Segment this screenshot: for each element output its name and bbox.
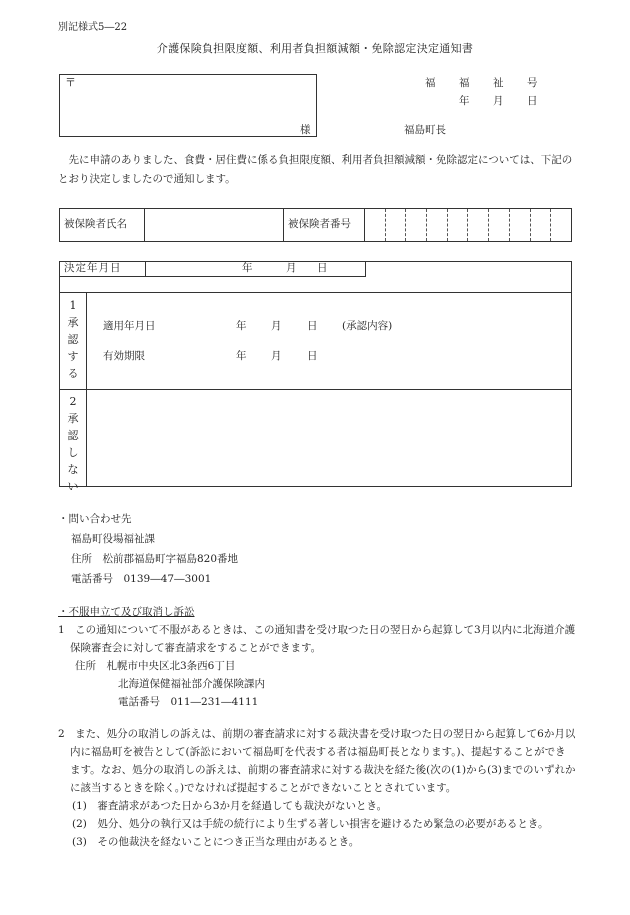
approval-content-label: (承認内容) — [342, 320, 393, 332]
insured-number-digit[interactable] — [365, 209, 386, 242]
insured-number-digit[interactable] — [551, 209, 572, 242]
valid-month: 月 — [271, 350, 282, 362]
insured-number-digit[interactable] — [385, 209, 406, 242]
valid-day: 日 — [307, 350, 318, 362]
insured-number-digit[interactable] — [427, 209, 448, 242]
insured-number-digit[interactable] — [468, 209, 489, 242]
decision-section — [59, 261, 572, 487]
issue-date-char: 月 — [493, 94, 504, 107]
appeal-section — [58, 603, 576, 851]
exception-item: (3) その他裁決を経ないことにつき正当な理由があるとき。 — [72, 836, 360, 848]
issuer-char: 福 — [459, 77, 470, 89]
insured-name-label: 被保険者氏名 — [60, 209, 145, 242]
review-board-dept: 北海道保健福祉部介護保険課内 — [118, 678, 265, 690]
appeal-heading: ・不服申立て及び取消し訴訟 — [58, 606, 195, 618]
exception-item: (2) 処分、処分の執行又は手続の続行により生ずる著しい損害を避けるため緊急の必要があるとき。 — [72, 818, 549, 830]
applicable-year: 年 — [236, 320, 247, 332]
insured-name-field[interactable] — [145, 209, 284, 242]
applicable-day: 日 — [307, 320, 318, 332]
valid-period-label: 有効期限 — [103, 350, 145, 362]
divider — [59, 389, 572, 390]
divider — [145, 261, 146, 277]
contact-section — [58, 509, 239, 589]
divider — [59, 292, 572, 293]
exception-item: (1) 審査請求があつた日から3か月を経過しても裁決がないとき。 — [72, 800, 388, 812]
decision-day: 日 — [317, 262, 328, 274]
issuer-char: 祉 — [493, 77, 504, 89]
issuer-char: 号 — [527, 77, 538, 89]
postal-mark: 〒 — [65, 76, 76, 89]
approve-vertical-label: 1承認する — [67, 299, 79, 380]
issue-number-date — [425, 77, 547, 108]
issue-date-char: 年 — [459, 94, 470, 107]
insured-number-digit[interactable] — [530, 209, 551, 242]
issuer-char: 福 — [425, 77, 436, 89]
appeal-paragraph-2: 2 また、処分の取消しの訴えは、前期の審査請求に対する裁決書を受け取つた日の翌日から起算して6か月以内に福島町を被告として(訴訟において福島町を代表する者は福島町長となります。)、提起することができます。なお、処分の取消しの訴えは、前期の審査請求に対する裁決を経た後(次の(1)から(3)までのいずれかに該当するときを除く。)でなければ提起することができないこととされています。 — [58, 728, 576, 794]
issue-date-char: 日 — [527, 94, 538, 107]
contact-heading: ・問い合わせ先 — [58, 513, 132, 525]
honorific-sama: 様 — [300, 124, 311, 136]
decision-year: 年 — [242, 262, 253, 274]
intro-paragraph: 先に申請のありました、食費・居住費に係る負担限度額、利用者負担額減額・免除認定については、下記のとおり決定しましたので通知します。 — [58, 154, 573, 185]
applicable-date-label: 適用年月日 — [103, 320, 156, 332]
review-board-address-line: 住所 札幌市中央区北3条西6丁目 — [75, 660, 236, 672]
document-title: 介護保険負担限度額、利用者負担額減額・免除認定決定通知書 — [156, 42, 474, 55]
valid-year: 年 — [236, 350, 247, 362]
applicable-month: 月 — [271, 320, 282, 332]
insured-number-digit[interactable] — [406, 209, 427, 242]
contact-address: 住所 松前郡福島町字福島820番地 — [71, 553, 239, 565]
deny-vertical-label: 2承認しない — [67, 395, 79, 493]
insured-number-digit[interactable] — [489, 209, 510, 242]
appeal-paragraph-1: 1 この通知について不服があるときは、この通知書を受け取つた日の翌日から起算して3月以内に北海道介護保険審査会に対して審査請求をすることができます。 — [58, 624, 576, 654]
insured-number-digit[interactable] — [447, 209, 468, 242]
contact-phone: 電話番号 0139―47―3001 — [71, 573, 212, 585]
contact-office: 福島町役場福祉課 — [71, 533, 155, 545]
decision-month: 月 — [286, 262, 297, 274]
insured-number-digit[interactable] — [509, 209, 530, 242]
insured-number-label: 被保険者番号 — [284, 209, 365, 242]
insured-info-table — [59, 208, 572, 242]
review-board-phone: 電話番号 011―231―4111 — [118, 696, 259, 708]
form-number: 別記様式5―22 — [58, 22, 128, 33]
divider — [86, 292, 87, 487]
review-board-address — [58, 657, 576, 711]
issue-date-char — [425, 95, 459, 109]
recipient-address-box[interactable] — [59, 74, 317, 137]
issuer-name: 福島町長 — [404, 124, 446, 136]
decision-date-label: 決定年月日 — [64, 262, 122, 274]
